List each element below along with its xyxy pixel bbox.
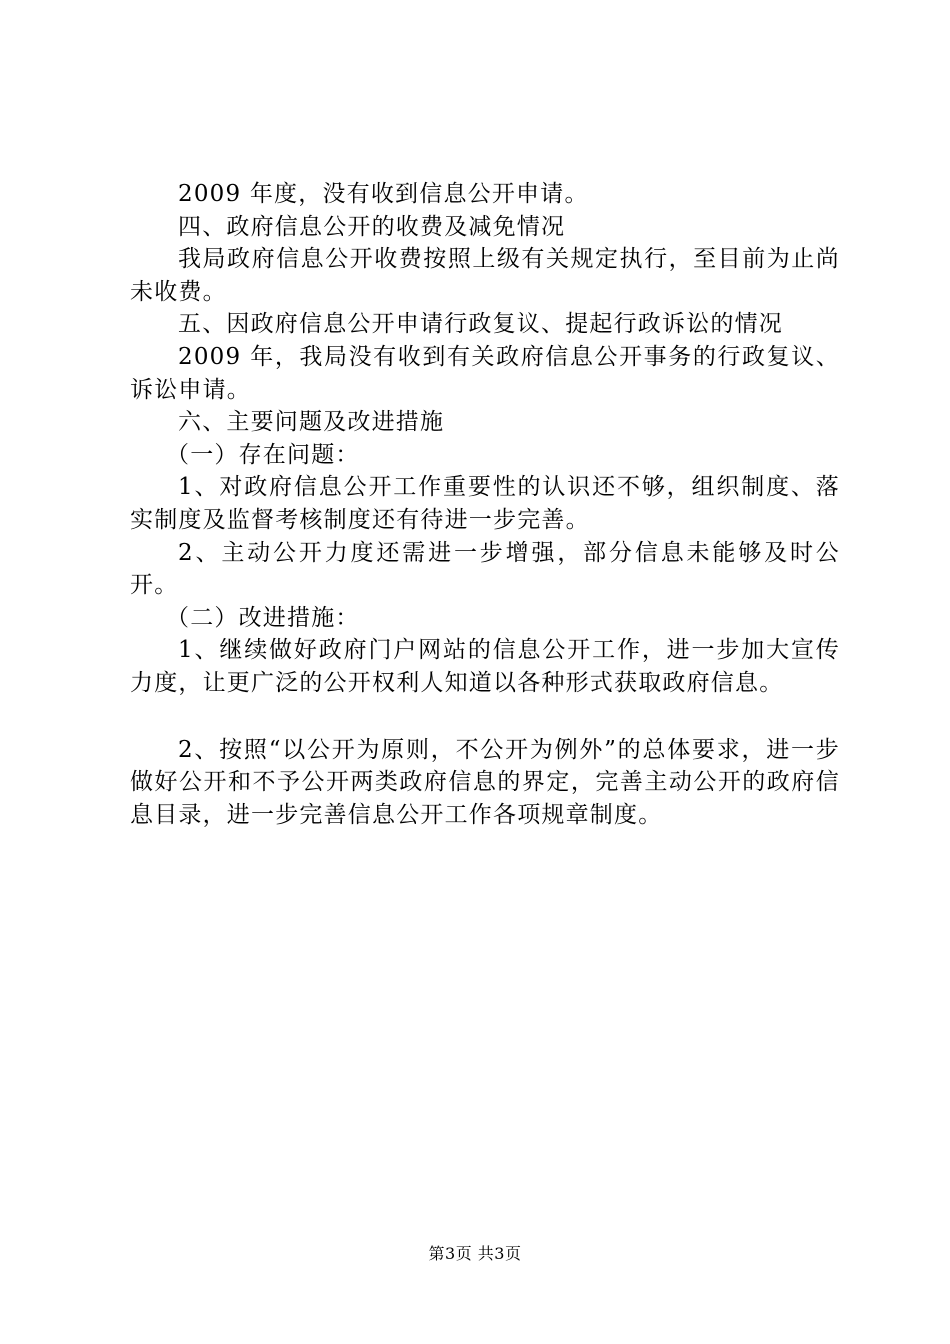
- heading-review-and-litigation: 五、因政府信息公开申请行政复议、提起行政诉讼的情况: [178, 311, 783, 338]
- paragraph-measure-2: 2、按照“以公开为原则，不公开为例外”的总体要求，进一步做好公开和不予公开两类政府信息的界定，完善主动公开的政府信息目录，进一步完善信息公开工作各项规章制度。: [130, 736, 840, 828]
- heading-problems-and-measures: 六、主要问题及改进措施: [178, 409, 445, 436]
- paragraph-problem-2: 2、主动公开力度还需进一步增强，部分信息未能够及时公开。: [130, 539, 840, 599]
- page-footer: 第3页 共3页: [428, 1244, 522, 1263]
- subheading-existing-problems: （一）存在问题：: [166, 441, 360, 468]
- heading-fees-and-waivers: 四、政府信息公开的收费及减免情况: [178, 213, 566, 240]
- paragraph-gap: [130, 700, 840, 734]
- paragraph-no-applications: 2009 年度，没有收到信息公开申请。: [178, 181, 589, 207]
- paragraph-review-and-litigation: 2009 年，我局没有收到有关政府信息公开事务的行政复议、诉讼申请。: [130, 343, 840, 403]
- subheading-improvement-measures: （二）改进措施：: [166, 604, 360, 631]
- paragraph-measure-1: 1、继续做好政府门户网站的信息公开工作，进一步加大宣传力度，让更广泛的公开权利人知道以各种形式获取政府信息。: [130, 637, 840, 696]
- document-body: [130, 178, 840, 831]
- paragraph-fees: 我局政府信息公开收费按照上级有关规定执行，至目前为止尚未收费。: [130, 246, 840, 305]
- paragraph-problem-1: 1、对政府信息公开工作重要性的认识还不够，组织制度、落实制度及监督考核制度还有待进一步完善。: [130, 474, 840, 533]
